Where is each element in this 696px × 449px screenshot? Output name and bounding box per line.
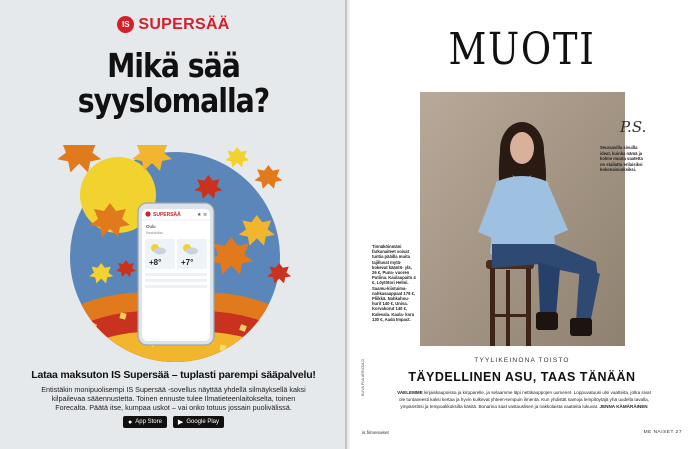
- app-store-label: App Store: [135, 419, 162, 425]
- spread-gutter: [345, 0, 351, 449]
- phone-cloud-icon: [186, 248, 198, 255]
- brand-name: SUPERSÄÄ: [138, 15, 230, 33]
- article-kicker: TYYLIKEINONA TOISTO: [474, 357, 570, 364]
- footer-url[interactable]: is.fi/menaiset: [362, 430, 389, 435]
- phone-subtitle: Keskiviikko: [146, 231, 164, 235]
- brand-header: [0, 14, 347, 34]
- body-text: kirjaiskaupoissa ja kirpparelle, ja selaamme läpi nettikauppojen uumenet. Loppuvatuusi ulsi vaatteita, jotka sivat ole tuntaneesti kaksi kertaa ja hyvin kulkevat yhteen-tempuin ilmentä. Kun yhdistät samoja lempitöytäjä yhä uudella tavalla, ympäristösi ja tempoakkuksilta käsitä. Bonarina saat vastauslisen ja nakkolaista vaatteita lukuvat.: [399, 390, 651, 409]
- article-body: [396, 389, 652, 410]
- phone-city: Oulu: [146, 224, 156, 229]
- maple-leaf-icon: [225, 147, 249, 167]
- maple-leaf-icon: [254, 165, 282, 189]
- ad-body: Entistäkin monipuolisempi IS Supersää -sovellus näyttää yhdellä silmäyksellä kaksi kilpailevaa sääennustetta. Toinen ennuste tulee Ilmatieteenlaitokselta, toinen Forecalta. Päätä itse, kumpaa uskot – vai onko totuus jossain puolivälissä.: [41, 385, 306, 413]
- apple-icon: ●: [128, 418, 133, 426]
- headline-line-1: Mikä sää: [107, 46, 240, 85]
- google-play-label: Google Play: [186, 419, 219, 425]
- photo-byline: KUVA PIIA ARNOULD: [361, 358, 365, 396]
- left-page-advertisement: [0, 0, 347, 449]
- body-lead: VAELEMME: [397, 390, 423, 395]
- brand-logo-icon: IS: [117, 16, 134, 33]
- headline-line-2: syyslomalla?: [77, 81, 270, 120]
- phone-temp-2: +7°: [181, 258, 194, 267]
- product-caption: Tinnäköinmäni farkunaiteet voivat tuntia pääilla muita tajilluvat mytä- kokevat kääntö- ylä, 26 €, Puna- vuoren Putiina. Kaulaupaito 4 €, Löytötori Helmi. Saamu-kiistuima- nahkasaappaat 179 €, Pliikkä. Nahkahou- hurit 140 €, Unisa. Korvakorut 140 €, Kalevala. Kaula- koru 130 €, Aada Impact.: [372, 244, 416, 322]
- ps-text: Seuraavilla sivuilla ideat, kuinka nämä ja kolme muuta vaatetta on stailattu erilaisiksi kokonaisuuksiksi.: [600, 145, 643, 173]
- ad-title: Lataa maksuton IS Supersää – tuplasti parempi sääpalvelu!: [31, 369, 316, 381]
- play-icon: ▶: [177, 419, 184, 426]
- body-author: JENNA KÄMÄRÄINEN: [599, 404, 648, 409]
- model-photo: [420, 92, 625, 346]
- phone-brand-logo-icon: [145, 211, 150, 216]
- phone-mockup: [138, 203, 214, 345]
- phone-brand-name: SUPERSÄÄ: [153, 212, 181, 218]
- ad-headline: [24, 48, 322, 118]
- right-page-article: [348, 0, 696, 449]
- weather-illustration: [50, 145, 300, 365]
- article-title: TÄYDELLINEN ASU, TAAS TÄNÄÄN: [408, 370, 636, 384]
- phone-star-icon: ★: [197, 212, 202, 218]
- ps-mark: P.S.: [620, 118, 647, 136]
- google-play-button[interactable]: [173, 416, 224, 428]
- phone-cloud-icon: [154, 248, 166, 255]
- phone-menu-icon: ≡: [203, 212, 208, 218]
- section-title: MUOTI: [448, 24, 596, 75]
- store-buttons: [0, 416, 347, 428]
- app-store-button[interactable]: [123, 416, 167, 428]
- footer-page-info: ME NAISET 27: [643, 430, 682, 435]
- phone-temp-1: +8°: [149, 258, 162, 267]
